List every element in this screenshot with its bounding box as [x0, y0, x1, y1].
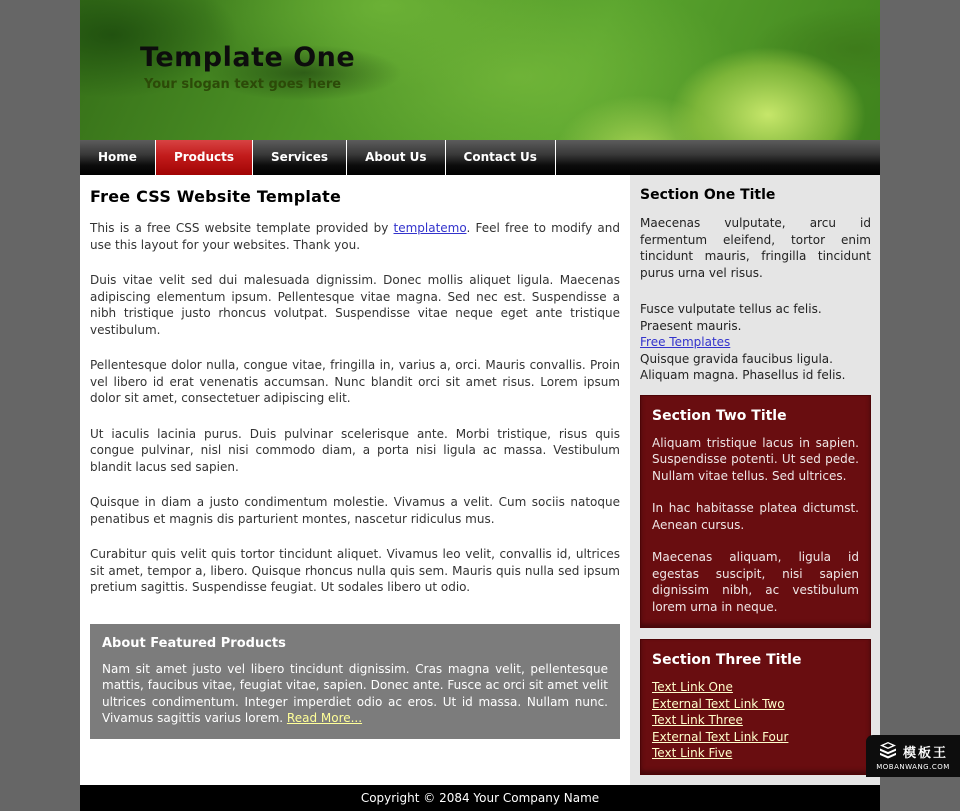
- intro-text-after: . Feel free to modify and use this layout for your websites. Thank you.: [90, 221, 620, 252]
- body-paragraph: Pellentesque dolor nulla, congue vitae, fringilla in, varius a, orci. Mauris convallis. Proin vel libero id erat venenatis accumsan. Nunc blandit orci sit amet risus. Lorem ipsum dolor sit amet, consectetuer adipiscing elit.: [90, 358, 620, 405]
- site-title: Template One: [140, 42, 356, 73]
- page-title: Free CSS Website Template: [90, 187, 342, 206]
- nav-item-home[interactable]: Home: [80, 140, 156, 175]
- sidebar: [630, 175, 880, 785]
- intro-paragraph: [90, 220, 620, 253]
- copyright-text: Copyright © 2084 Your Company Name: [360, 790, 600, 805]
- body-paragraph: Ut iaculis lacinia purus. Duis pulvinar scelerisque ante. Morbi tristique, risus quis congue pulvinar, nisl nisi commodo diam, a porta nisi ligula ac massa. Vestibulum blandit lacus sed sapien.: [90, 426, 620, 474]
- content-column: [80, 175, 630, 785]
- page-container: [80, 0, 880, 811]
- featured-text: Nam sit amet justo vel libero tincidunt dignissim. Cras magna velit, pellentesque mattis, faucibus vitae, feugiat vitae, sapien. Donec ante. Fusce ac orci sit amet velit ultrices condimentum. Integer imperdiet odio ac eros. Ut id massa. Nullam nunc. Vivamus sagittis varius lorem.: [102, 661, 608, 725]
- link-row: [652, 679, 859, 696]
- section-one-line: Quisque gravida faucibus ligula.: [640, 351, 833, 366]
- read-more-link[interactable]: Read More...: [286, 711, 363, 725]
- sidebar-section-three: [640, 639, 871, 775]
- section-two-paragraph: Aliquam tristique lacus in sapien. Suspendisse potenti. Ut sed pede. Nullam vitae tellus. Sed ultrices.: [652, 435, 859, 483]
- external-text-link-two[interactable]: External Text Link Two: [652, 696, 785, 711]
- section-three-title: Section Three Title: [652, 652, 802, 668]
- badge-name: 模板王: [902, 745, 948, 761]
- nav-item-services[interactable]: Services: [253, 140, 347, 175]
- link-row: [652, 729, 859, 746]
- link-row: [652, 745, 859, 762]
- section-two-paragraph: In hac habitasse platea dictumst. Aenean cursus.: [652, 501, 859, 532]
- featured-products-box: [90, 624, 620, 739]
- section-one-line: Aliquam magna. Phasellus id felis.: [640, 368, 846, 382]
- section-one-paragraph: Maecenas vulputate, arcu id fermentum eleifend, tortor enim tincidunt mauris, fringilla tincidunt purus urna vel risus.: [640, 216, 871, 280]
- sidebar-section-one: [640, 187, 871, 384]
- templatemo-link[interactable]: templatemo: [393, 221, 467, 235]
- nav-item-contact-us[interactable]: Contact Us: [446, 140, 556, 175]
- section-one-line: Fusce vulputate tellus ac felis.: [640, 302, 822, 316]
- nav-item-products[interactable]: Products: [156, 140, 253, 175]
- text-link-one[interactable]: Text Link One: [652, 680, 733, 694]
- main-nav: [80, 140, 880, 175]
- section-two-title: Section Two Title: [652, 407, 787, 424]
- body-paragraph: Duis vitae velit sed dui malesuada dignissim. Donec mollis aliquet ligula. Maecenas adipiscing elementum ipsum. Pellentesque vitae magna. Sed nec est. Suspendisse a nibh tristique justo rhoncus volutpat. Suspendisse vitae neque eget ante tristique vestibulum.: [90, 273, 620, 337]
- featured-box-title: About Featured Products: [102, 635, 286, 651]
- badge-domain: MOBANWANG.COM: [876, 762, 950, 771]
- text-link-five[interactable]: Text Link Five: [652, 746, 733, 760]
- section-one-link-row: [640, 334, 871, 351]
- link-row: [652, 712, 859, 729]
- external-text-link-four[interactable]: External Text Link Four: [652, 729, 789, 744]
- main-area: [80, 175, 880, 785]
- body-paragraph: Quisque in diam a justo condimentum molestie. Vivamus a velit. Cum sociis natoque penatibus et magnis dis parturient montes, nascetur ridiculus mus.: [90, 495, 620, 526]
- site-slogan: Your slogan text goes here: [144, 77, 342, 92]
- body-paragraph: Curabitur quis velit quis tortor tincidunt aliquet. Vivamus leo velit, convallis id, ultrices sit amet, tempor a, libero. Quisque rhoncus nulla quis sem. Mauris quis nulla sed ipsum pretium sagittis. Suspendisse feugiat. Ut sodales libero ut odio.: [90, 547, 620, 594]
- stacked-layers-icon: [878, 742, 898, 760]
- link-row: [652, 696, 859, 713]
- nav-item-about-us[interactable]: About Us: [347, 140, 445, 175]
- header-banner: [80, 0, 880, 140]
- mobanwang-badge[interactable]: [866, 735, 960, 777]
- footer: [80, 785, 880, 811]
- intro-text-before: This is a free CSS website template provided by: [90, 221, 394, 235]
- free-templates-link[interactable]: Free Templates: [640, 335, 731, 349]
- section-two-paragraph: Maecenas aliquam, ligula id egestas suscipit, nisi sapien dignissim nibh, ac vestibulum lorem urna in neque.: [652, 550, 859, 614]
- featured-box-text: [102, 661, 608, 727]
- sidebar-section-two: [640, 395, 871, 629]
- text-link-three[interactable]: Text Link Three: [652, 713, 743, 727]
- section-one-line: Praesent mauris.: [640, 318, 742, 333]
- section-one-title: Section One Title: [640, 187, 776, 203]
